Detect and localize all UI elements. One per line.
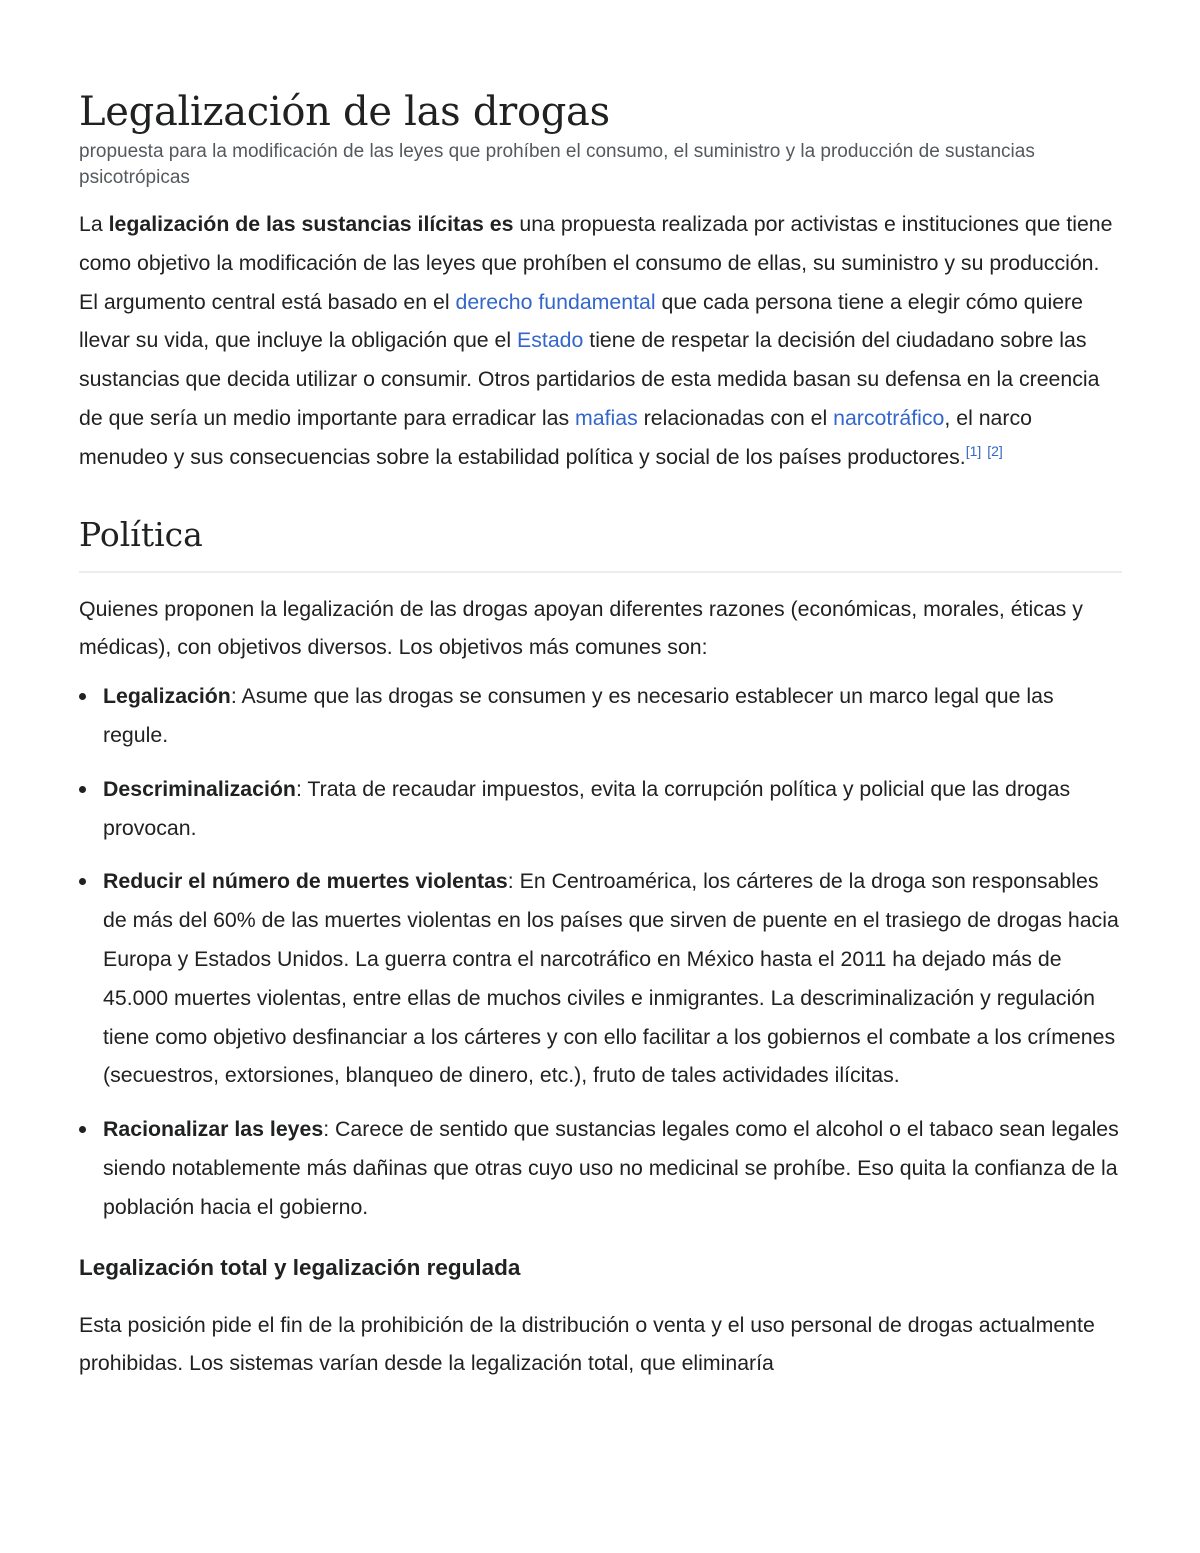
list-item-text: : En Centroamérica, los cárteres de la droga son responsables de más del 60% de las muertes violentas en los países que sirven de puente en el trasiego de drogas hacia Europa y Estados Unidos. La guerra contra el narcotráfico en México hasta el 2011 ha dejado más de 45.000 muertes violentas, entre ellas de muchos civiles e inmigrantes. La descriminalización y regulación tiene como objetivo desfinanciar a los cárteres y con ello facilitar a los gobiernos el combate a los crímenes (secuestros, extorsiones, blanqueo de dinero, etc.), fruto de tales actividades ilícitas. xyxy=(103,869,1119,1088)
bullet-icon xyxy=(79,786,86,793)
politica-intro: Quienes proponen la legalización de las drogas apoyan diferentes razones (económicas, morales, éticas y médicas), con objetivos diversos. Los objetivos más comunes son: xyxy=(79,596,1083,660)
bullet-icon xyxy=(79,1126,86,1133)
link-narcotrafico[interactable]: narcotráfico xyxy=(833,405,945,430)
list-item xyxy=(79,770,1122,848)
page-title: Legalización de las drogas xyxy=(79,89,610,135)
list-item-text: : Carece de sentido que sustancias legales como el alcohol o el tabaco sean legales siendo notablemente más dañinas que otras cuyo uso no medicinal se prohíbe. Eso quita la confianza de la población hacia el gobierno. xyxy=(103,1117,1119,1219)
list-item xyxy=(79,677,1122,755)
list-item-text: : Trata de recaudar impuestos, evita la corrupción política y policial que las drogas provocan. xyxy=(103,776,1071,840)
bullet-icon xyxy=(79,693,86,700)
article xyxy=(79,86,1122,1383)
lead-text: , el narco menudeo y sus consecuencias sobre la estabilidad política y social de los países productores. xyxy=(79,405,1032,469)
list-item xyxy=(79,1110,1122,1226)
list-item-term: Racionalizar las leyes xyxy=(103,1117,324,1142)
lead-text: relacionadas con el xyxy=(637,405,834,430)
bullet-icon xyxy=(79,878,86,885)
reference-2[interactable]: [2] xyxy=(987,442,1003,459)
objectives-list xyxy=(79,677,1122,1226)
page-subtitle: propuesta para la modificación de las leyes que prohíben el consumo, el suministro y la producción de sustancias psicotrópicas xyxy=(79,141,1035,188)
section-heading-legalizacion: Legalización total y legalización regulada xyxy=(79,1254,521,1280)
list-item xyxy=(79,862,1122,1095)
reference-1[interactable]: [1] xyxy=(965,442,982,459)
lead-text: que cada persona tiene a elegir cómo quiere llevar su vida, que incluye la obligación que el xyxy=(79,289,1083,353)
list-item-term: Descriminalización xyxy=(103,776,296,801)
lead-text: una propuesta realizada por activistas e instituciones que tiene como objetivo la modificación de las leyes que prohíben el consumo de ellas, su suministro y su producción. El argumento central está basado en el xyxy=(79,212,1113,314)
list-item-term: Reducir el número de muertes violentas xyxy=(103,869,508,894)
link-estado[interactable]: Estado xyxy=(517,328,584,353)
lead-paragraph xyxy=(79,205,1122,477)
section-heading-politica: Política xyxy=(79,513,1122,573)
lead-text: tiene de respetar la decisión del ciudadano sobre las sustancias que decida utilizar o consumir. Otros partidarios de esta medida basan su defensa en la creencia de que sería un medio importante para erradicar las xyxy=(79,328,1100,430)
link-mafias[interactable]: mafias xyxy=(575,405,638,430)
list-item-text: : Asume que las drogas se consumen y es necesario establecer un marco legal que las regule. xyxy=(103,684,1054,747)
link-derecho-fundamental[interactable]: derecho fundamental xyxy=(455,289,656,314)
lead-text: La xyxy=(79,212,109,236)
lead-bold-term: legalización de las sustancias ilícitas es xyxy=(108,212,514,236)
legalizacion-paragraph: Esta posición pide el fin de la prohibición de la distribución o venta y el uso personal de drogas actualmente prohibidas. Los sistemas varían desde la legalización total, que eliminaría xyxy=(79,1312,1095,1376)
list-item-term: Legalización xyxy=(103,684,231,709)
